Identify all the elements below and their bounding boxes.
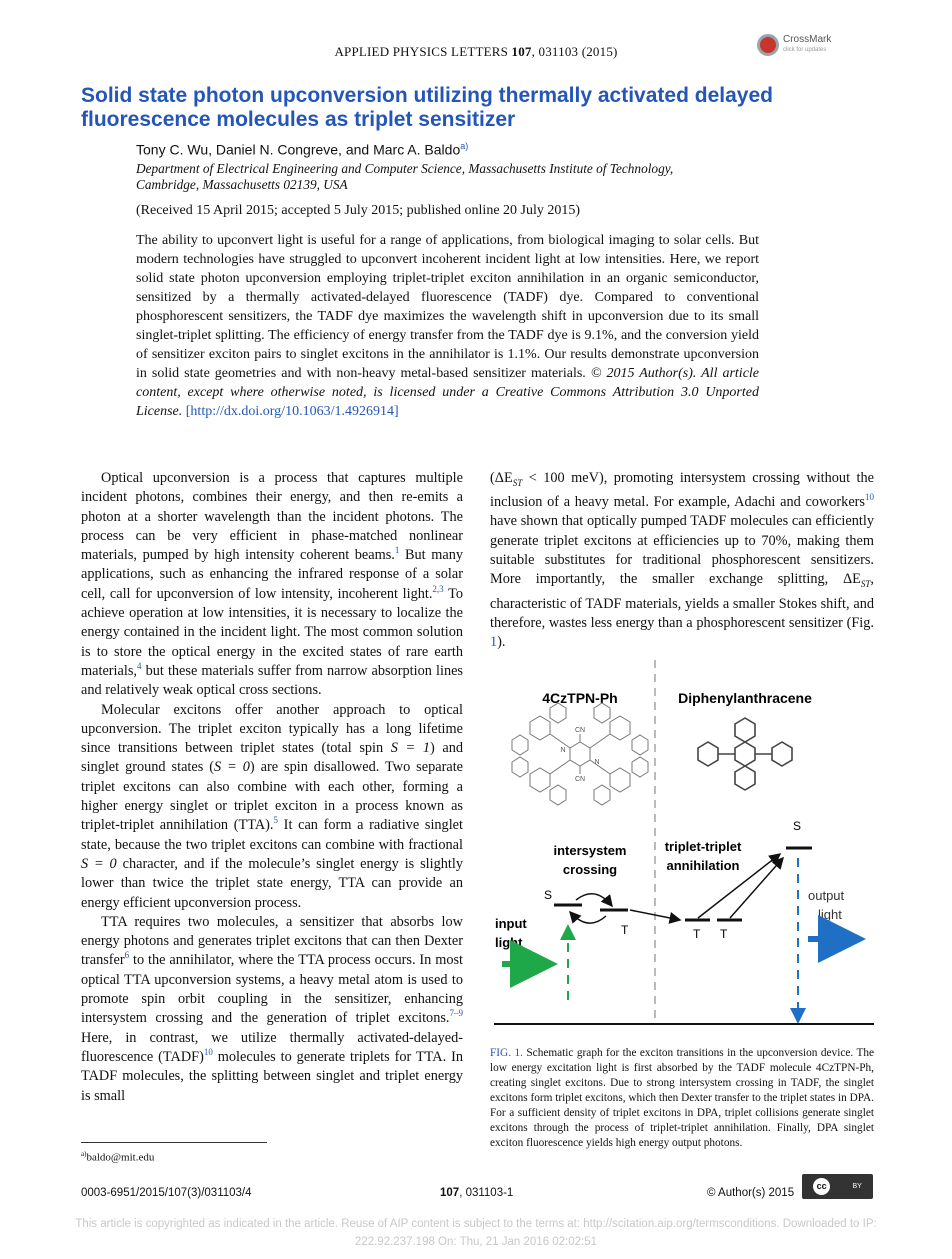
ref-link[interactable]: 1 [394,545,400,556]
doi-link[interactable]: [http://dx.doi.org/10.1063/1.4926914] [185,404,399,419]
text-run: < 100 meV), promoting intersystem crossing without the inclusion of a heavy metal. For example, Adachi and coworkers [490,470,874,511]
text-run: But many applications, such as enhancing the infrared response of a solar cell, call for upconversion of low intensity, incoherent light. [81,547,464,602]
text-run: TTA requires two molecules, a sensitizer that absorbs low energy photons and generates triplet excitons that can then Dexter transfer [81,913,463,969]
crossmark-sub: click for updates [783,47,827,53]
label-t2: T [693,927,701,941]
text-run: Optical upconversion is a process that captures multiple incident photons, combines their energy, and then re-emits a photon at a shorter wavelength than the incident photons. The process can be very efficient in phase-matched nonlinear materials, pumped by high intensity coherent beams. [81,470,463,564]
math-inline: S = 0 [214,759,250,776]
text-run: have shown that optically pumped TADF molecules can efficiently generate triplet excitons at efficiencies up to 70%, making them suitable substitutes for traditional phosphorescent sensitizers. More importantly, the smaller exchange splitting, ΔE [490,513,874,588]
text-run: To achieve operation at low intensities, it is necessary to localize the energy contained in the incident light. The most common solution is to store the optical energy in the excited states of rare earth materials, [81,585,463,679]
body-column-right [490,469,874,652]
footnote-email[interactable]: baldo@mit.edu [86,1151,155,1164]
text-run: ) and singlet ground states ( [81,740,464,776]
ref-link[interactable]: 7–9 [449,1008,463,1019]
ref-link[interactable]: 5 [273,815,278,826]
label-output-2: light [818,907,842,922]
cc-by-badge[interactable] [802,1174,873,1199]
ref-link[interactable]: 4 [136,661,142,672]
label-t1: T [621,923,629,937]
caption-label: FIG. 1. [490,1047,523,1059]
molecule-dpa [698,718,792,790]
author-list [136,141,468,158]
subscript: ST [860,579,871,590]
footnote [81,1150,154,1164]
text-run: Molecular excitons offer another approach to optical upconversion. The triplet exciton typically has a long lifetime since transitions between triplet states (total spin [81,701,463,757]
label-dpa: Diphenylanthracene [678,690,812,706]
label-s1: S [544,888,553,902]
figure-caption [490,1046,874,1151]
text-run: ) are spin disallowed. Two separate triplet excitons can also combine with each other, forming a higher energy singlet or triplet exciton in a process known as triplet-triplet annihilation (TTA). [81,759,464,834]
label-input-1: input [495,916,527,931]
journal-article: , 031103 (2015) [531,44,618,59]
label-n-left: N [560,747,566,754]
molecule-4czTPN [512,703,648,805]
label-s2: S [793,819,802,833]
paragraph-2 [81,701,463,913]
footer-issn: 0003-6951/2015/107(3)/031103/4 [81,1187,252,1199]
journal-name: APPLIED PHYSICS LETTERS [334,44,509,59]
label-isc-2: crossing [562,862,618,877]
cc-icon: cc [813,1178,830,1195]
text-run: character, and if the molecule’s singlet energy is slightly lower than twice the triplet state energy, TTA can provide an energy efficient upconversion process. [81,855,464,911]
text-run: , characteristic of TADF materials, yields a smaller Stokes shift, and therefore, wastes less energy than a phosphorescent sensitizer (Fig. [490,571,874,631]
footer-copyright: © Author(s) 2015 [707,1187,795,1199]
author-footnote-mark[interactable]: a) [460,141,469,151]
received-dates: (Received 15 April 2015; accepted 5 July 2015; published online 20 July 2015) [136,203,581,218]
paragraph-3 [81,913,463,1106]
text-run: molecules to generate triplets for TTA. In TADF molecules, the splitting between singlet and triplet energy is small [81,1048,463,1104]
label-cn-top: CN [574,727,586,734]
article-title: Solid state photon upconversion utilizing thermally activated delayed fluorescence molecules as triplet sensitizer [81,84,773,131]
text-run: but these materials suffer from narrow absorption lines and relatively weak optical cross sections. [81,662,463,699]
ref-link[interactable]: 10 [203,1047,213,1058]
label-t3: T [720,927,728,941]
figure-1 [490,660,874,1025]
ref-link[interactable]: 10 [865,492,874,503]
body-column-left [81,469,463,1106]
ref-link[interactable]: 2,3 [432,584,444,595]
subscript: ST [512,477,523,488]
label-output-1: output [808,888,845,903]
license-statement: © 2015 Author(s). All article content, except where otherwise noted, is licensed under a Creative Commons Attribution 3.0 Unported License. [136,366,760,419]
footnote-rule [81,1142,267,1143]
figure-link[interactable]: 1 [490,634,498,651]
crossmark-label: CrossMark [783,34,832,45]
watermark-line-2: 222.92.237.198 On: Thu, 21 Jan 2016 02:02:51 [354,1236,598,1248]
watermark-line-1: This article is copyrighted as indicated in the article. Reuse of AIP content is subject to the terms at: http://scitation.aip.org/termsconditions. Downloaded to IP: [75,1218,877,1230]
text-run: to the annihilator, where the TTA process occurs. In most optical TTA upconversion systems, a heavy metal atom is used to promote spin orbit coupling in the sensitizer, enhancing intersystem crossing and the generation of triplet excitons. [81,952,463,1027]
text-run: Here, in contrast, we utilize thermally activated-delayed-fluorescence (TADF) [81,1029,463,1065]
crossmark-badge[interactable] [757,34,831,56]
footer-volume: 107 [440,1187,460,1199]
text-run: ). [497,634,506,651]
paragraph-1 [81,469,463,701]
authors-text: Tony C. Wu, Daniel N. Congreve, and Marc A. Baldo [136,141,461,158]
paragraph-continued [490,469,874,652]
ref-link[interactable]: 6 [124,950,130,961]
download-watermark [0,1215,952,1251]
isc-arrow-up [570,912,606,923]
journal-volume: 107 [511,44,532,59]
abstract-body: The ability to upconvert light is useful for a range of applications, from biological imaging to solar cells. But modern technologies have struggled to upconvert incoherent incident light at low intensities. Here, we report solid state photon upconversion employing triplet-triplet exciton annihilation in an organic semiconductor, sensitized by a thermally activated-delayed fluorescence (TADF) dye. Compared to conventional phosphorescent sensitizers, the TADF dye maximizes the wavelength shift in upconversion due to its small singlet-triplet splitting. The efficiency of energy transfer from the TADF dye is 9.1%, and the conversion yield of sensitizer exciton pairs to singlet excitons in the annihilator is 1.1%. Our results demonstrate upconversion in solid state geometries and with non-heavy metal-based sensitizer materials. [136,233,759,381]
text-run: It can form a radiative singlet state, because the two triplet excitons can combine with fractional [81,817,463,853]
label-input-2: light [495,935,523,950]
text-run: (ΔE [490,470,513,486]
caption-text: Schematic graph for the exciton transitions in the upconversion device. The low energy excitation light is first absorbed by the TADF molecule 4CzTPN-Ph, creating singlet excitons. Due to strong intersystem crossing in TADF, the singlet excitons form triplet excitons, which then Dexter transfer to the triplet states in DPA. For a sufficient density of triplet excitons in DPA, triplet collisions generate singlet excitons through the process of triplet-triplet annihilation. Finally, DPA singlet exciton fluorescence yields high energy output photons. [490,1047,875,1149]
label-tta-2: annihilation [666,858,740,873]
label-tta-1: triplet-triplet [664,839,742,854]
crossmark-icon [757,34,779,56]
affiliation-line-1: Department of Electrical Engineering and Computer Science, Massachusetts Institute of Technology, [136,161,674,176]
affiliation-line-2: Cambridge, Massachusetts 02139, USA [136,177,348,192]
label-4czTPN: 4CzTPN-Ph [542,690,618,706]
footer-pagenum: , 031103-1 [459,1187,514,1199]
footnote-mark: a) [81,1150,87,1158]
affiliation [136,161,776,193]
math-inline: S = 0 [81,855,117,872]
footer-page [440,1187,513,1199]
by-label: BY [852,1183,862,1190]
abstract [136,231,759,421]
label-n-right: N [594,759,600,766]
math-inline: S = 1 [390,740,430,757]
label-cn-bottom: CN [574,776,586,783]
label-isc-1: intersystem [553,843,627,858]
